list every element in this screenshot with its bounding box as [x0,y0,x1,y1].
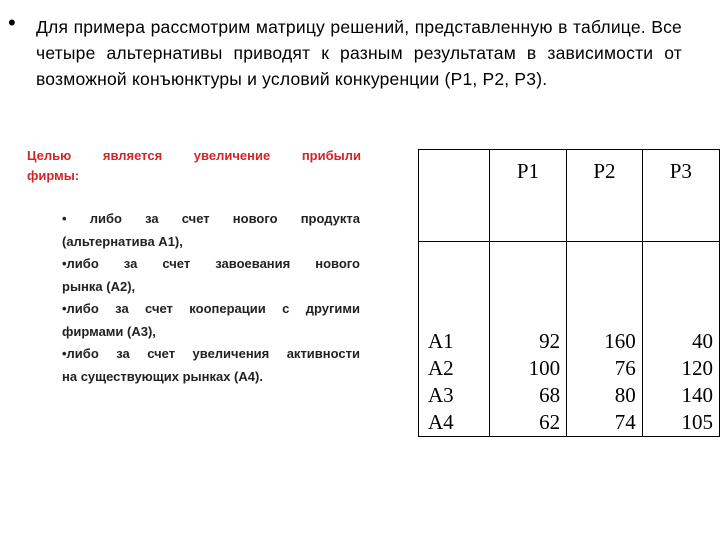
matrix-cell: 100 [528,356,561,380]
intro-paragraph: Для примера рассмотрим матрицу решений, представленную в таблице. Все четыре альтернативы приводят к разным результатам в зависимости от возможной конъюнктуры и условий конкуренции (P1, P2, P3). [36,17,682,89]
intro-bullet: • [8,10,16,35]
matrix-body-row [419,242,720,437]
matrix-cell: 160 [604,329,636,353]
matrix-cell: 76 [614,356,636,380]
alternative-line: фирмами (А3), [62,323,156,339]
matrix-cell: 68 [539,383,561,407]
row-label-a4: A4 [428,410,454,434]
alternative-line: • либо за счет нового продукта [62,211,360,226]
matrix-header-p1: P1 [489,150,566,242]
matrix-header-p2: P2 [567,150,643,242]
alternative-line: •либо за счет кооперации с другими [62,301,360,316]
matrix-column-p1 [489,242,566,437]
matrix-cell: 74 [614,410,636,434]
matrix-cell: 40 [692,329,713,353]
matrix-header-row [419,150,720,242]
goal-line: Целью является увеличение прибыли [27,148,361,163]
decision-matrix [418,149,720,437]
alternative-line: (альтернатива А1), [62,233,183,249]
matrix-row-labels [419,242,490,437]
matrix-cell: 62 [539,410,561,434]
alternatives-list [62,208,360,388]
alternative-line: •либо за счет завоевания нового [62,256,360,271]
matrix-column-p2 [567,242,643,437]
alternative-line: •либо за счет увеличения активности [62,346,360,361]
matrix-cell: 140 [681,383,713,407]
alternative-line: на существующих рынках (А4). [62,368,263,384]
row-label-a3: A3 [428,383,454,407]
matrix-corner-cell [419,150,490,242]
row-label-a2: A2 [428,356,454,380]
matrix-cell: 105 [681,410,713,434]
goal-statement [27,146,361,186]
matrix-cell: 80 [614,383,636,407]
matrix-cell: 92 [539,329,561,353]
alternative-line: рынка (А2), [62,278,136,294]
row-label-a1: A1 [428,329,454,353]
matrix-column-p3 [642,242,719,437]
matrix-header-p3: P3 [642,150,719,242]
goal-line: фирмы: [27,168,80,183]
matrix-cell: 120 [681,356,713,380]
